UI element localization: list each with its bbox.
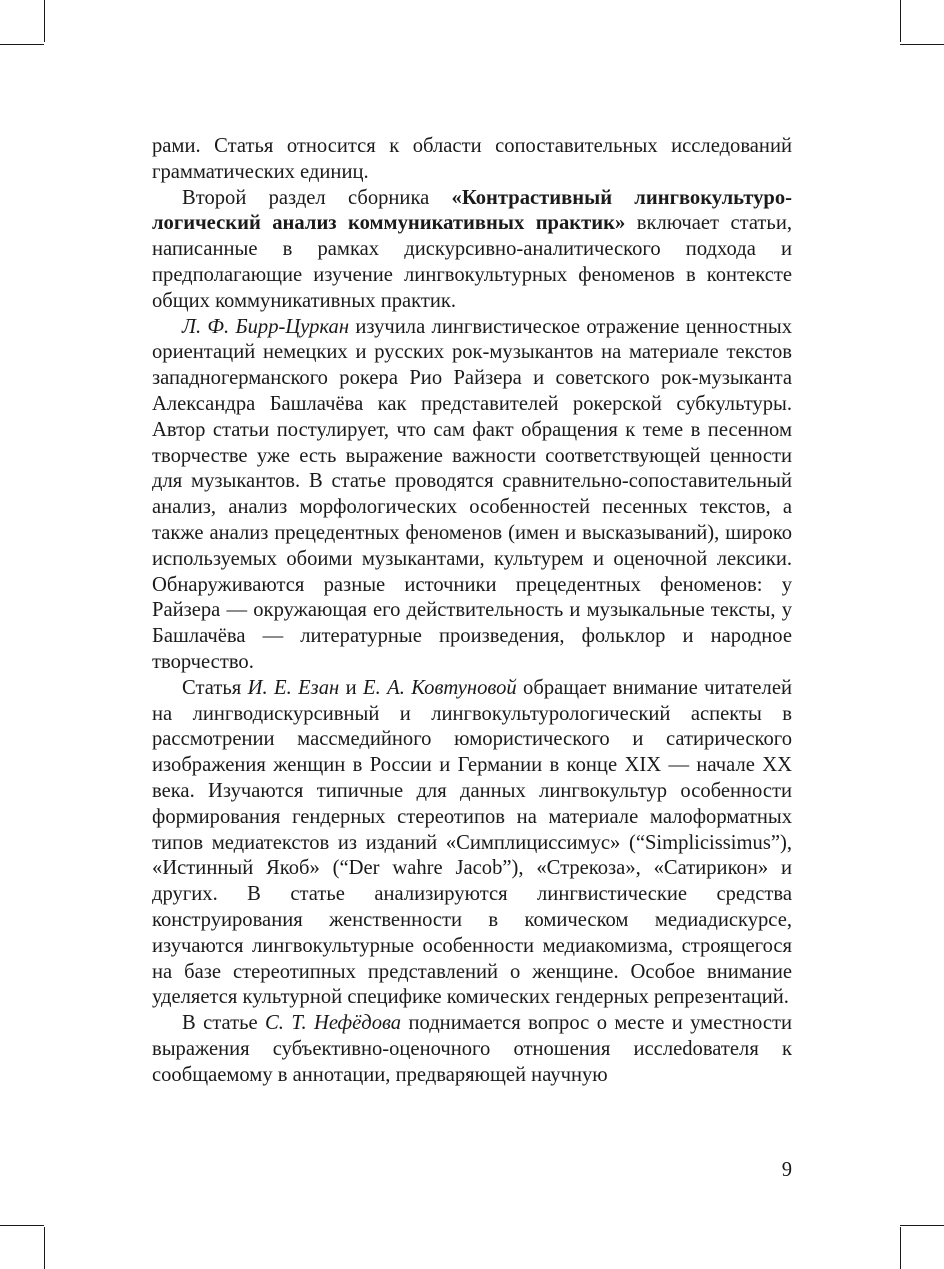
crop-mark-top-left-vertical [44, 0, 45, 42]
crop-mark-top-left-horizontal [0, 44, 44, 45]
crop-mark-bottom-left-vertical [44, 1227, 45, 1269]
crop-mark-top-right-vertical [900, 0, 901, 42]
text-run: изучила лингвистическое отражение ценностных ориентаций немецких и русских рок-музыкантов на материале текстов западногерманского рокера Рио Райзера и советского рок-музыканта Александра Башлачёва как представителей рокерской субкультуры. Автор статьи постулирует, что сам факт обращения к теме в песенном творчестве уже есть выражение важности соответствующей ценности для музыкантов. В статье проводятся сравнительно-сопоставительный анализ, анализ морфологических особенностей песенных текстов, а также анализ прецедентных феноменов (имен и высказываний), широко используемых обоими музыкантами, культурем и оценочной лексики. Обнаруживаются разные источники прецедентных феноменов: у Райзера — окружающая его действительность и музыкальные тексты, у Башлачёва — литературные произведения, фольклор и народное творчество. [152, 315, 793, 673]
text-run: и [339, 676, 364, 699]
paragraph [152, 676, 792, 1011]
text-run: рами. Статья относится к области сопоставительных исследований грамматических единиц. [152, 135, 792, 183]
author-name-italic: Л. Ф. Бирр-Цуркан [182, 315, 350, 338]
author-name-italic: С. Т. Нефёдова [265, 1012, 402, 1035]
text-run: поднимается вопрос о месте и уместности выражения субъективно-оценочного отношения исслеdователя к сообщаемому в аннотации, предваряющей научную [152, 1012, 792, 1086]
text-run: обращает внимание читателей на лингводискурсивный и лингвокультурологический аспекты в рассмотрении массмедийного юмористического и сатирического изображения женщин в России и Германии в конце XIX — начале XX века. Изучаются типичные для данных лингвокультур особенности формирования гендерных стереотипов на материале малоформатных типов медиатекстов из изданий «Симплициссимус» (“Simplicissimus”), «Истинный Якоб» (“Der wahre Jacob”), «Стрекоза», «Сатирикон» и других. В статье анализируются лингвистические средства конструирования женственности в комическом медиадискурсе, изучаются лингвокультурные особенности медиакомизма, строящегося на базе стереотипных представлений о женщине. Особое внимание уделяется культурной специфике комических гендерных репрезентаций. [152, 676, 792, 1009]
paragraph [152, 186, 792, 315]
text-run: В статье [182, 1012, 266, 1035]
author-name-italic: И. Е. Езан [247, 676, 340, 699]
text-run: Второй раздел сборника [182, 186, 452, 209]
crop-mark-bottom-right-vertical [900, 1227, 901, 1269]
page-number: 9 [781, 1159, 792, 1181]
body-text [152, 134, 792, 1088]
section-title-bold: «Контрастивный лингвокультурологический анализ коммуникативных практик» [152, 186, 792, 235]
text-run: Статья [182, 676, 248, 699]
text-run: включает статьи, написанные в рамках дискурсивно-аналитического подхода и предполагающие изучение лингвокультурных феноменов в контексте общих коммуникативных практик. [152, 212, 792, 312]
crop-mark-bottom-left-horizontal [0, 1225, 44, 1226]
crop-mark-bottom-right-horizontal [900, 1225, 944, 1226]
author-name-italic: Е. А. Ковтуновой [363, 676, 517, 699]
paragraph [152, 134, 792, 186]
paragraph [152, 315, 792, 676]
crop-mark-top-right-horizontal [900, 44, 944, 45]
paragraph [152, 1011, 792, 1088]
